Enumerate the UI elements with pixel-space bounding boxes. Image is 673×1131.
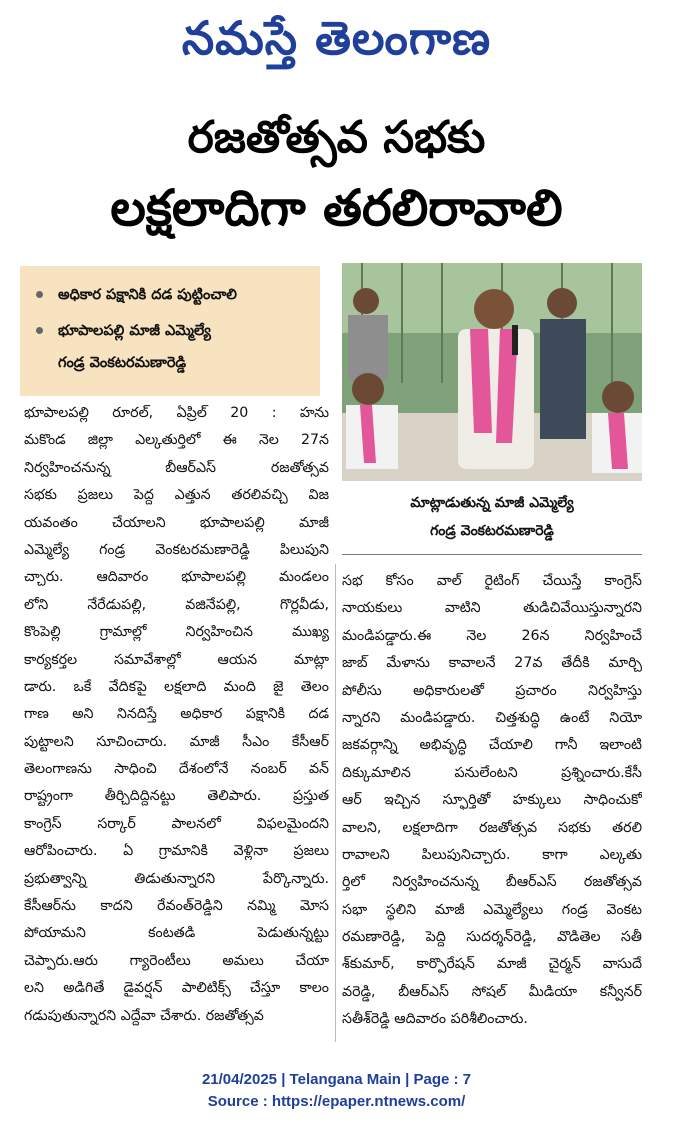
article-line: సభా స్థలిని మాజీ ఎమ్మెల్యేలు గండ్ర వెంకట	[342, 901, 642, 918]
article-line: సభకు ప్రజలు పెద్ద ఎత్తున తరలివచ్చి విజ	[24, 487, 329, 504]
article-line: భూపాలపల్లి రూరల్, ఏప్రిల్ 20 : హను	[24, 405, 329, 421]
article-line: కొంపెల్లి గ్రామాల్లో నిర్వహించిన ముఖ్య	[24, 624, 329, 641]
article-line: వాలని, లక్షలాదిగా రజతోత్సవ సభకు తరలి	[342, 819, 642, 836]
article-line: ఎమ్మెల్యే గండ్ర వెంకటరమణారెడ్డి పిలుపుని	[24, 541, 329, 558]
article-line: ప్రభుత్వాన్ని తిడుతున్నారని పేర్కొన్నారు.	[24, 870, 329, 887]
article-line: గడుపుతున్నారని ఎద్దేవా చేశారు. రజతోత్సవ	[24, 1007, 264, 1024]
article-line: తెలంగాణను సాధించి దేశంలోనే నంబర్ వన్	[24, 761, 329, 778]
article-line: పుట్టాలని సూచించారు. మాజీ సీఎం కేసీఆర్	[24, 733, 329, 750]
article-line: రావాలని పిలుపునిచ్చారు. కాగా ఎల్కతు	[342, 846, 642, 863]
article-line: ఆర్ ఇచ్చిన స్ఫూర్తితో హక్కులు సాధించుకో	[342, 792, 642, 809]
article-line: గాణ అని నినదిస్తే అధికార పక్షానికి దడ	[24, 706, 329, 723]
article-line: జకవర్గాన్ని అభివృద్ధి చేయాలి గానీ ఇలాంటి	[342, 737, 642, 754]
highlight-text: భూపాలపల్లి మాజీ ఎమ్మెల్యే	[58, 323, 211, 339]
headline-line-2: లక్షలాదిగా తరలిరావాలి	[110, 179, 563, 237]
article-right-column	[342, 568, 642, 1034]
news-photo	[342, 263, 642, 481]
highlight-text: గండ్ర వెంకటరమణారెడ్డి	[58, 355, 187, 371]
article-line: పోయామని కంటతడి పెడుతున్నట్టు	[24, 925, 329, 942]
article-line: సతీశ్‌రెడ్డి ఆదివారం పరిశీలించారు.	[342, 1011, 528, 1028]
article-line: న్నారని మండిపడ్డారు. చిత్తశుద్ధి ఉంటే నియో	[342, 709, 642, 726]
article-line: ఆరోపించారు. ఏ గ్రామానికి వెళ్లినా ప్రజలు	[24, 843, 329, 860]
article-line: వరెడ్డి, బీఆర్ఎస్ సోషల్ మీడియా కన్వీనర్	[342, 983, 642, 1000]
photo-caption	[342, 484, 642, 555]
article-line: యవంతం చేయాలని భూపాలపల్లి మాజీ	[24, 514, 329, 531]
article-line: డారు. ఒకే వేదికపై లక్షలాది మంది జై తెలం	[24, 678, 329, 695]
article-line: రమణారెడ్డి, పెద్ది సుదర్శన్‌రెడ్డి, వొడితెల సతీ	[342, 929, 642, 946]
article-line: రాష్ట్రంగా తీర్చిదిద్దినట్టు తెలిపారు. ప్రస్తుత	[24, 788, 329, 805]
article-line: చెప్పారు.ఆరు గ్యారెంటీలు అమలు చేయా	[24, 952, 329, 969]
article-line: కేసీఆర్‌ను కాదని రేవంత్‌రెడ్డిని నమ్మి మోస	[24, 898, 329, 915]
article-line: ర్తిలో నిర్వహించనున్న బీఆర్ఎస్ రజతోత్సవ	[342, 874, 642, 891]
photo-illustration	[342, 263, 642, 481]
article-line: మకొండ జిల్లా ఎల్కతుర్తిలో ఈ నెల 27న	[24, 432, 329, 449]
bullet-icon	[36, 291, 43, 298]
article-line: సభ కోసం వాల్ రైటింగ్ చేయిస్తే కాంగ్రెస్	[342, 573, 642, 589]
masthead-logo: నమస్తే తెలంగాణ	[181, 11, 492, 65]
article-line: మండిపడ్డారు.ఈ నెల 26న నిర్వహించే	[342, 627, 642, 644]
column-divider	[335, 564, 336, 1042]
article-line: చ్చారు. ఆదివారం భూపాలపల్లి మండలం	[24, 569, 329, 586]
caption-line-2: గండ్ర వెంకటరమణారెడ్డి	[430, 523, 554, 539]
article-line: నాయకులు వాటిని తుడిచివేయిస్తున్నారని	[342, 600, 642, 617]
article-line: లని అడిగితే డైవర్షన్ పాలిటిక్స్ చేస్తూ కాలం	[24, 980, 329, 997]
footer-date-page: 21/04/2025 | Telangana Main | Page : 7	[201, 1071, 472, 1088]
bullet-icon	[36, 327, 43, 334]
article-line: కార్యకర్తల సమావేశాల్లో ఆయన మాట్లా	[24, 651, 329, 668]
footer-source: Source : https://epaper.ntnews.com/	[207, 1093, 466, 1110]
article-line: లోని నేరేడుపల్లి, వజినేపల్లి, గొర్లవీడు,	[24, 596, 329, 613]
article-line: పోలీసు అధికారులతో ప్రచారం నిర్వహిస్తు	[342, 682, 642, 699]
article-line: జాబ్ మేళాను కావాలనే 27వ తేదీకి మార్చి	[342, 655, 642, 672]
article-line: దిక్కుమాలిన పనులేంటని ప్రశ్నించారు.కేసీ	[342, 764, 642, 781]
article-left-column	[24, 400, 329, 1030]
article-line: శ్‌కుమార్, కార్పొరేషన్ మాజీ చైర్మన్ వాసుదే	[342, 956, 642, 973]
article-line: నిర్వహించనున్న బీఆర్ఎస్ రజతోత్సవ	[24, 459, 329, 476]
highlights-box	[20, 266, 320, 396]
caption-line-1: మాట్లాడుతున్న మాజీ ఎమ్మెల్యే	[410, 495, 574, 511]
highlight-text: అధికార పక్షానికి దడ పుట్టించాలి	[58, 287, 237, 303]
headline-line-1: రజతోత్సవ సభకు	[187, 112, 486, 163]
article-line: కాంగ్రెస్ సర్కార్ పాలనలో విఫలమైందని	[24, 815, 329, 832]
